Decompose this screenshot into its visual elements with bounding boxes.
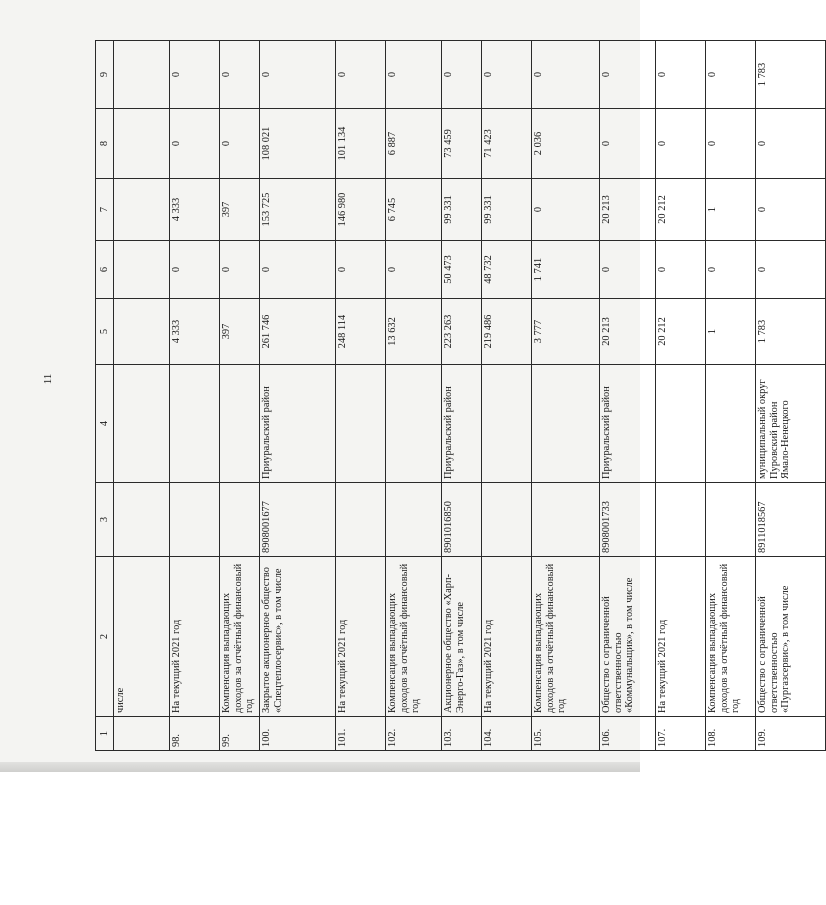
subsidy-table bbox=[95, 40, 826, 751]
cell-inn bbox=[482, 483, 532, 557]
cell-description: Акционерное общество «Харп-Энерго-Газ», в том числе bbox=[442, 557, 482, 717]
cell-col-8: 71 423 bbox=[482, 109, 532, 179]
cell-total: 20 212 bbox=[656, 299, 706, 365]
cell-total: 13 632 bbox=[386, 299, 442, 365]
header-cell-description: 2 bbox=[96, 557, 114, 717]
cell-territory: Приуральский район bbox=[600, 365, 656, 483]
cell-inn: 8901016850 bbox=[442, 483, 482, 557]
cell-col-9: 0 bbox=[600, 41, 656, 109]
cell-col-6: 0 bbox=[336, 241, 386, 299]
cell-description: Компенсация выпадающих доходов за отчётный финансовый год bbox=[706, 557, 756, 717]
cell-col-9: 0 bbox=[220, 41, 260, 109]
cell-col-9: 0 bbox=[442, 41, 482, 109]
cell-total: 219 486 bbox=[482, 299, 532, 365]
cell-row-number: 109. bbox=[756, 717, 826, 751]
cell-col-8: 0 bbox=[706, 109, 756, 179]
cell-inn: 8911018567 bbox=[756, 483, 826, 557]
header-cell-col-7: 7 bbox=[96, 179, 114, 241]
cell-col-8: 73 459 bbox=[442, 109, 482, 179]
cell-col-7: 20 213 bbox=[600, 179, 656, 241]
cell-col-8: 108 021 bbox=[260, 109, 336, 179]
cell-row-number: 104. bbox=[482, 717, 532, 751]
cell-col-6: 1 741 bbox=[532, 241, 600, 299]
cell-col-6: 50 473 bbox=[442, 241, 482, 299]
cell-col-8: 0 bbox=[600, 109, 656, 179]
cell-col-9: 0 bbox=[386, 41, 442, 109]
cell-inn bbox=[532, 483, 600, 557]
cell-row-number: 103. bbox=[442, 717, 482, 751]
cell-territory bbox=[336, 365, 386, 483]
cell-total: 20 213 bbox=[600, 299, 656, 365]
cell-row-number: 108. bbox=[706, 717, 756, 751]
cell-territory: муниципальный округ Пуровский район Ямало-Ненецкого bbox=[756, 365, 826, 483]
cell-col-8: 101 134 bbox=[336, 109, 386, 179]
cell-total: 3 777 bbox=[532, 299, 600, 365]
cell-col-9: 0 bbox=[260, 41, 336, 109]
cell-col-9: 1 783 bbox=[756, 41, 826, 109]
table-row bbox=[532, 41, 600, 751]
cell-inn: 8908001733 bbox=[600, 483, 656, 557]
cell-col-7: 4 333 bbox=[170, 179, 220, 241]
cell-inn: 8908001677 bbox=[260, 483, 336, 557]
table-row bbox=[170, 41, 220, 751]
cell-col-8: 0 bbox=[220, 109, 260, 179]
cell-description: На текущий 2021 год bbox=[170, 557, 220, 717]
cell-col-8: 0 bbox=[756, 109, 826, 179]
cell-territory: Приуральский район bbox=[260, 365, 336, 483]
header-cell-total: 5 bbox=[96, 299, 114, 365]
cell-description: Компенсация выпадающих доходов за отчётный финансовый год bbox=[386, 557, 442, 717]
cell-description: На текущий 2021 год bbox=[336, 557, 386, 717]
cell-inn bbox=[114, 483, 170, 557]
cell-row-number: 98. bbox=[170, 717, 220, 751]
cell-description: Закрытое акционерное общество «Спецтеплосервис», в том числе bbox=[260, 557, 336, 717]
cell-territory bbox=[656, 365, 706, 483]
cell-col-6: 0 bbox=[600, 241, 656, 299]
cell-col-9: 0 bbox=[532, 41, 600, 109]
table-row bbox=[336, 41, 386, 751]
header-cell-col-6: 6 bbox=[96, 241, 114, 299]
cell-total: 248 114 bbox=[336, 299, 386, 365]
table-row bbox=[114, 41, 170, 751]
table-row bbox=[482, 41, 532, 751]
table-row bbox=[706, 41, 756, 751]
header-cell-territory: 4 bbox=[96, 365, 114, 483]
cell-col-8: 0 bbox=[170, 109, 220, 179]
cell-col-8: 6 887 bbox=[386, 109, 442, 179]
cell-col-7: 146 980 bbox=[336, 179, 386, 241]
cell-col-8: 2 036 bbox=[532, 109, 600, 179]
cell-territory: Приуральский район bbox=[442, 365, 482, 483]
cell-description: На текущий 2021 год bbox=[656, 557, 706, 717]
cell-col-7 bbox=[114, 179, 170, 241]
table-row bbox=[756, 41, 826, 751]
cell-row-number bbox=[114, 717, 170, 751]
cell-col-9: 0 bbox=[706, 41, 756, 109]
cell-col-8 bbox=[114, 109, 170, 179]
cell-territory bbox=[386, 365, 442, 483]
cell-col-6: 48 732 bbox=[482, 241, 532, 299]
cell-description: Общество с ограниченной ответственностью «Коммунальщик», в том числе bbox=[600, 557, 656, 717]
table-row bbox=[386, 41, 442, 751]
cell-description: Компенсация выпадающих доходов за отчётный финансовый год bbox=[532, 557, 600, 717]
cell-territory bbox=[532, 365, 600, 483]
cell-col-7: 20 212 bbox=[656, 179, 706, 241]
cell-col-7: 0 bbox=[532, 179, 600, 241]
cell-col-7: 397 bbox=[220, 179, 260, 241]
cell-description: числе bbox=[114, 557, 170, 717]
cell-col-9: 0 bbox=[482, 41, 532, 109]
cell-territory bbox=[170, 365, 220, 483]
table-row bbox=[442, 41, 482, 751]
cell-col-7: 6 745 bbox=[386, 179, 442, 241]
rotated-table-area bbox=[95, 41, 792, 751]
cell-row-number: 100. bbox=[260, 717, 336, 751]
cell-total: 1 783 bbox=[756, 299, 826, 365]
cell-territory bbox=[114, 365, 170, 483]
scan-edge bbox=[0, 762, 640, 772]
cell-col-6: 0 bbox=[756, 241, 826, 299]
cell-total: 397 bbox=[220, 299, 260, 365]
cell-territory bbox=[706, 365, 756, 483]
cell-col-6: 0 bbox=[706, 241, 756, 299]
table-row bbox=[656, 41, 706, 751]
cell-inn bbox=[656, 483, 706, 557]
cell-col-6 bbox=[114, 241, 170, 299]
cell-total bbox=[114, 299, 170, 365]
cell-inn bbox=[386, 483, 442, 557]
cell-inn bbox=[336, 483, 386, 557]
cell-col-7: 99 331 bbox=[442, 179, 482, 241]
cell-row-number: 101. bbox=[336, 717, 386, 751]
cell-description: Компенсация выпадающих доходов за отчётный финансовый год bbox=[220, 557, 260, 717]
header-cell-inn: 3 bbox=[96, 483, 114, 557]
cell-row-number: 107. bbox=[656, 717, 706, 751]
cell-col-7: 0 bbox=[756, 179, 826, 241]
cell-description: Общество с ограниченной ответственностью «Пургазсервис», в том числе bbox=[756, 557, 826, 717]
cell-description: На текущий 2021 год bbox=[482, 557, 532, 717]
header-row bbox=[96, 41, 114, 751]
cell-col-6: 0 bbox=[656, 241, 706, 299]
cell-inn bbox=[170, 483, 220, 557]
cell-col-6: 0 bbox=[170, 241, 220, 299]
header-cell-col-8: 8 bbox=[96, 109, 114, 179]
cell-total: 261 746 bbox=[260, 299, 336, 365]
cell-col-7: 153 725 bbox=[260, 179, 336, 241]
cell-total: 223 263 bbox=[442, 299, 482, 365]
cell-territory bbox=[220, 365, 260, 483]
cell-col-9: 0 bbox=[656, 41, 706, 109]
cell-col-9 bbox=[114, 41, 170, 109]
table-row bbox=[220, 41, 260, 751]
cell-col-9: 0 bbox=[336, 41, 386, 109]
cell-total: 4 333 bbox=[170, 299, 220, 365]
table-body bbox=[96, 41, 826, 751]
cell-col-6: 0 bbox=[220, 241, 260, 299]
header-cell-col-9: 9 bbox=[96, 41, 114, 109]
cell-col-7: 99 331 bbox=[482, 179, 532, 241]
cell-col-9: 0 bbox=[170, 41, 220, 109]
cell-total: 1 bbox=[706, 299, 756, 365]
cell-col-6: 0 bbox=[260, 241, 336, 299]
cell-row-number: 106. bbox=[600, 717, 656, 751]
header-cell-row-number: 1 bbox=[96, 717, 114, 751]
cell-col-8: 0 bbox=[656, 109, 706, 179]
cell-row-number: 102. bbox=[386, 717, 442, 751]
cell-inn bbox=[706, 483, 756, 557]
cell-inn bbox=[220, 483, 260, 557]
cell-territory bbox=[482, 365, 532, 483]
cell-row-number: 99. bbox=[220, 717, 260, 751]
page-number: 11 bbox=[42, 373, 54, 385]
cell-col-6: 0 bbox=[386, 241, 442, 299]
table-row bbox=[600, 41, 656, 751]
cell-col-7: 1 bbox=[706, 179, 756, 241]
table-row bbox=[260, 41, 336, 751]
cell-row-number: 105. bbox=[532, 717, 600, 751]
